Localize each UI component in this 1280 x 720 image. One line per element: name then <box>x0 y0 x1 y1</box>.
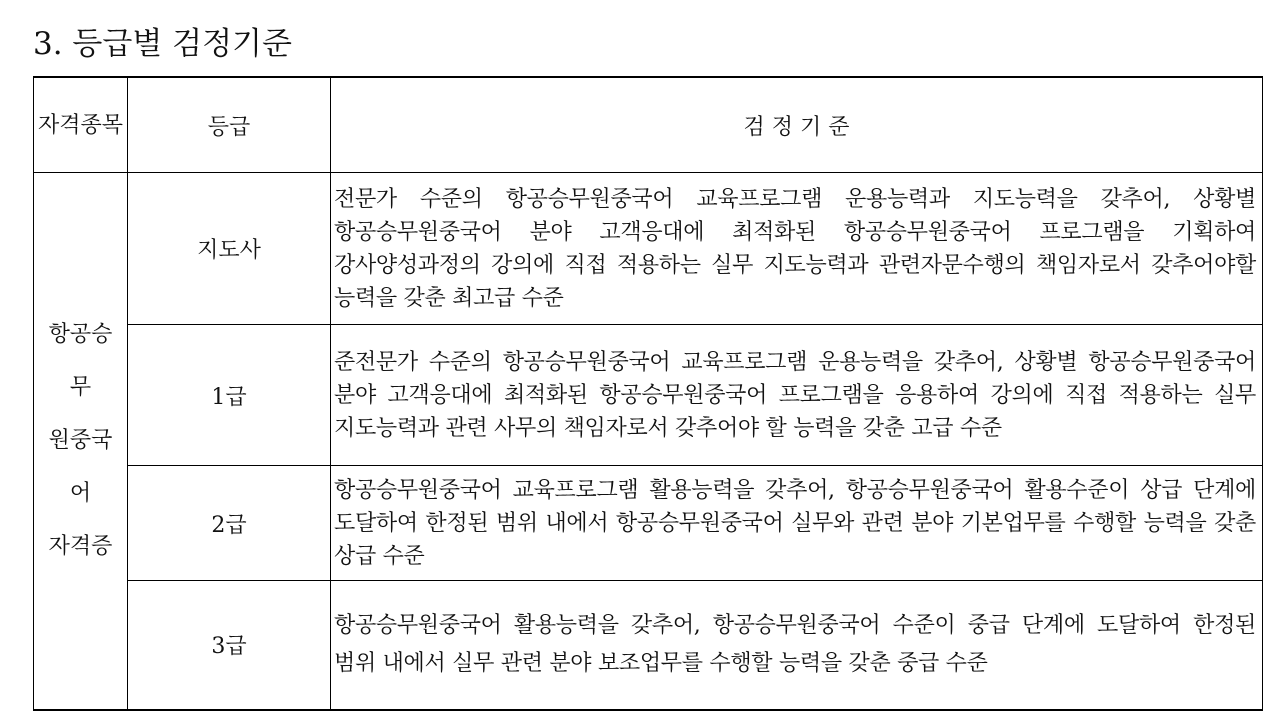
grade-label: 1급 <box>211 384 247 410</box>
header-criteria: 검 정 기 준 <box>331 77 1263 173</box>
table-row <box>34 325 1263 466</box>
page-title: 3. 등급별 검정기준 <box>33 26 292 62</box>
header-grade: 등급 <box>128 77 331 173</box>
grade-label: 2급 <box>211 512 247 538</box>
category-cell <box>34 173 128 710</box>
grade-cell <box>128 581 331 710</box>
table-row <box>34 581 1263 710</box>
criteria-text: 준전문가 수준의 항공승무원중국어 교육프로그램 운용능력을 갖추어, 상황별 항공승무원중국어 분야 고객응대에 최적화된 항공승무원중국어 프로그램을 응용하여 강의에 직접 적용하는 실무 지도능력과 관련 사무의 책임자로서 갖추어야 할 능력을 갖춘 고급 수준 <box>331 325 1263 466</box>
criteria-text: 전문가 수준의 항공승무원중국어 교육프로그램 운용능력과 지도능력을 갖추어, 상황별 항공승무원중국어 분야 고객응대에 최적화된 항공승무원중국어 프로그램을 기획하여 강사양성과정의 강의에 직접 적용하는 실무 지도능력과 관련자문수행의 책임자로서 갖추어야할 능력을 갖춘 최고급 수준 <box>331 173 1263 325</box>
criteria-text: 항공승무원중국어 교육프로그램 활용능력을 갖추어, 항공승무원중국어 활용수준이 상급 단계에 도달하여 한정된 범위 내에서 항공승무원중국어 실무와 관련 분야 기본업무를 수행할 능력을 갖춘 상급 수준 <box>331 466 1263 581</box>
grade-label: 3급 <box>211 634 247 660</box>
grade-label: 지도사 <box>197 238 261 263</box>
grade-cell <box>128 325 331 466</box>
criteria-text: 항공승무원중국어 활용능력을 갖추어, 항공승무원중국어 수준이 중급 단계에 도달하여 한정된 범위 내에서 실무 관련 분야 보조업무를 수행할 능력을 갖춘 중급 수준 <box>331 581 1263 710</box>
grade-cell <box>128 466 331 581</box>
header-category: 자격종목 <box>34 77 128 173</box>
category-value: 항공승무 원중국어 자격증 <box>48 322 113 560</box>
grade-criteria-table <box>33 76 1263 711</box>
table-row <box>34 466 1263 581</box>
table-row <box>34 173 1263 325</box>
table-header-row <box>34 77 1263 173</box>
grade-cell <box>128 173 331 325</box>
